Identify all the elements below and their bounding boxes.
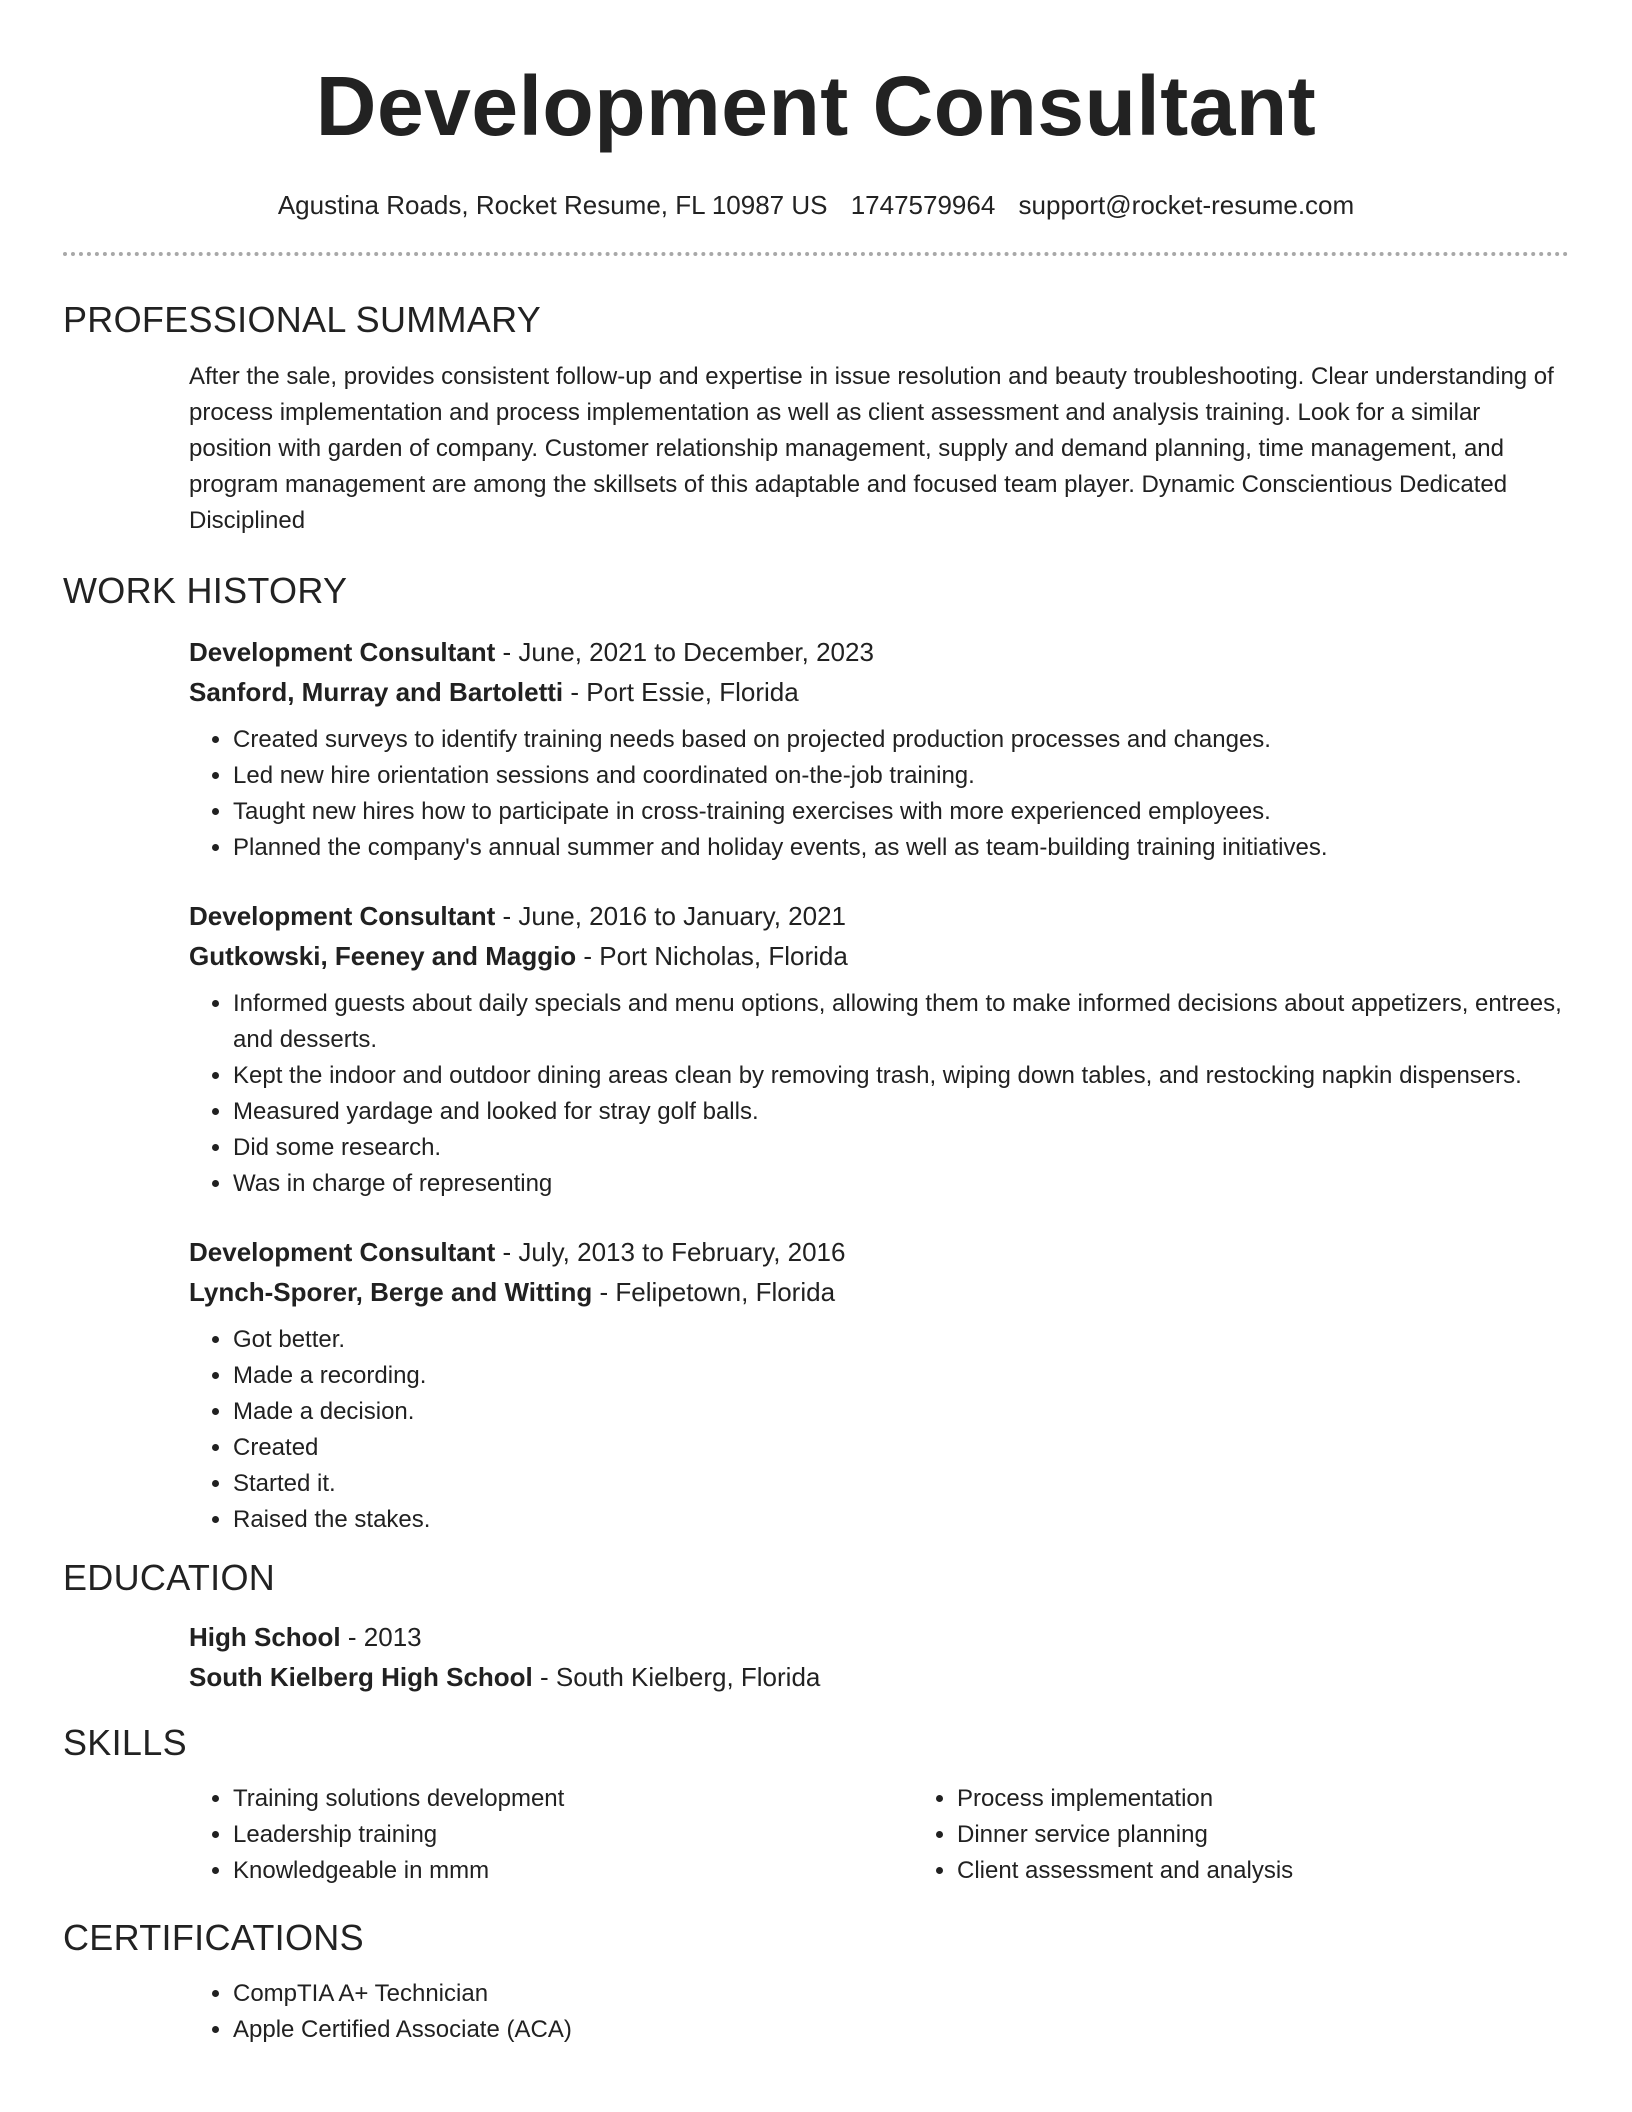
school-name: South Kielberg High School <box>189 1662 533 1692</box>
certifications-list <box>189 1976 1569 2048</box>
job-location: - Port Essie, Florida <box>563 677 799 707</box>
education-heading: EDUCATION <box>63 1557 276 1598</box>
job-company-line <box>189 1272 1569 1312</box>
job-company: Gutkowski, Feeney and Maggio <box>189 941 577 971</box>
summary-section <box>189 359 1569 539</box>
job-location: - Felipetown, Florida <box>592 1277 836 1307</box>
duty-item: • Kept the indoor and outdoor dining areas clean by removing trash, wiping down tables, and restocking napkin dispensers. <box>233 1058 1569 1094</box>
certifications-heading: CERTIFICATIONS <box>63 1917 364 1958</box>
duty-item: • Made a recording. <box>233 1358 1569 1394</box>
job-company: Sanford, Murray and Bartoletti <box>189 677 564 707</box>
job-company-line <box>189 672 1569 712</box>
contact-line <box>63 188 1569 222</box>
job-duties <box>189 1322 1569 1538</box>
job-role: Development Consultant <box>189 637 496 667</box>
contact-address: Agustina Roads, Rocket Resume, FL 10987 US <box>277 190 828 220</box>
job-role: Development Consultant <box>189 1237 496 1267</box>
job-title-line <box>189 632 1569 672</box>
job-dates: - July, 2013 to February, 2016 <box>495 1237 846 1267</box>
skill-item: • Training solutions development <box>233 1781 913 1817</box>
contact-phone: 1747579964 <box>850 190 996 220</box>
skill-item: • Process implementation <box>957 1781 1632 1817</box>
degree: High School <box>189 1622 341 1652</box>
duty-item: • Raised the stakes. <box>233 1502 1569 1538</box>
degree-line <box>189 1617 1569 1657</box>
job-duties <box>189 722 1569 866</box>
skills-column-left <box>189 1781 913 1889</box>
job-duties <box>189 986 1569 1202</box>
summary-text: After the sale, provides consistent follow-up and expertise in issue resolution and beauty troubleshooting. Clear understanding of process implementation and process implementation as well as client assessment and analysis training. Look for a similar position with garden of company. Customer relationship management, supply and demand planning, time management, and program management are among the skillsets of this adaptable and focused team player. Dynamic Conscientious Dedicated Disciplined <box>189 363 1554 534</box>
duty-item: • Planned the company's annual summer and holiday events, as well as team-building training initiatives. <box>233 830 1569 866</box>
duty-item: • Taught new hires how to participate in cross-training exercises with more experienced employees. <box>233 794 1569 830</box>
job-entry <box>189 632 1569 866</box>
skills-column-right <box>913 1781 1632 1889</box>
skill-item: • Leadership training <box>233 1817 913 1853</box>
job-company-line <box>189 936 1569 976</box>
duty-item: • Informed guests about daily specials and menu options, allowing them to make informed decisions about appetizers, entrees, and desserts. <box>233 986 1569 1058</box>
skill-item: • Dinner service planning <box>957 1817 1632 1853</box>
job-title-line <box>189 896 1569 936</box>
duty-item: • Made a decision. <box>233 1394 1569 1430</box>
duty-item: • Got better. <box>233 1322 1569 1358</box>
duty-item: • Did some research. <box>233 1130 1569 1166</box>
duty-item: • Led new hire orientation sessions and coordinated on-the-job training. <box>233 758 1569 794</box>
work-history-heading: WORK HISTORY <box>63 570 348 611</box>
job-company: Lynch-Sporer, Berge and Witting <box>189 1277 593 1307</box>
school-line <box>189 1657 1569 1697</box>
candidate-name: Development Consultant <box>315 59 1317 153</box>
duty-item: • Measured yardage and looked for stray golf balls. <box>233 1094 1569 1130</box>
duty-item: • Created <box>233 1430 1569 1466</box>
header-divider <box>63 252 1569 256</box>
school-location: - South Kielberg, Florida <box>532 1662 821 1692</box>
skills-list <box>189 1781 1569 1889</box>
certification-item: • Apple Certified Associate (ACA) <box>233 2012 1569 2048</box>
job-dates: - June, 2016 to January, 2021 <box>495 901 847 931</box>
duty-item: • Started it. <box>233 1466 1569 1502</box>
job-role: Development Consultant <box>189 901 496 931</box>
job-entry <box>189 896 1569 1202</box>
duty-item: • Created surveys to identify training needs based on projected production processes and changes. <box>233 722 1569 758</box>
skills-heading: SKILLS <box>63 1722 187 1763</box>
skill-item: • Client assessment and analysis <box>957 1853 1632 1889</box>
job-location: - Port Nicholas, Florida <box>576 941 848 971</box>
certifications-section <box>189 1976 1569 2048</box>
contact-email: support@rocket-resume.com <box>1018 190 1355 220</box>
education-entry <box>189 1617 1569 1697</box>
duty-item: • Was in charge of representing <box>233 1166 1569 1202</box>
job-entry <box>189 1232 1569 1538</box>
certification-item: • CompTIA A+ Technician <box>233 1976 1569 2012</box>
graduation-year: - 2013 <box>340 1622 422 1652</box>
skill-item: • Knowledgeable in mmm <box>233 1853 913 1889</box>
summary-heading: PROFESSIONAL SUMMARY <box>63 299 542 340</box>
job-dates: - June, 2021 to December, 2023 <box>495 637 874 667</box>
job-title-line <box>189 1232 1569 1272</box>
